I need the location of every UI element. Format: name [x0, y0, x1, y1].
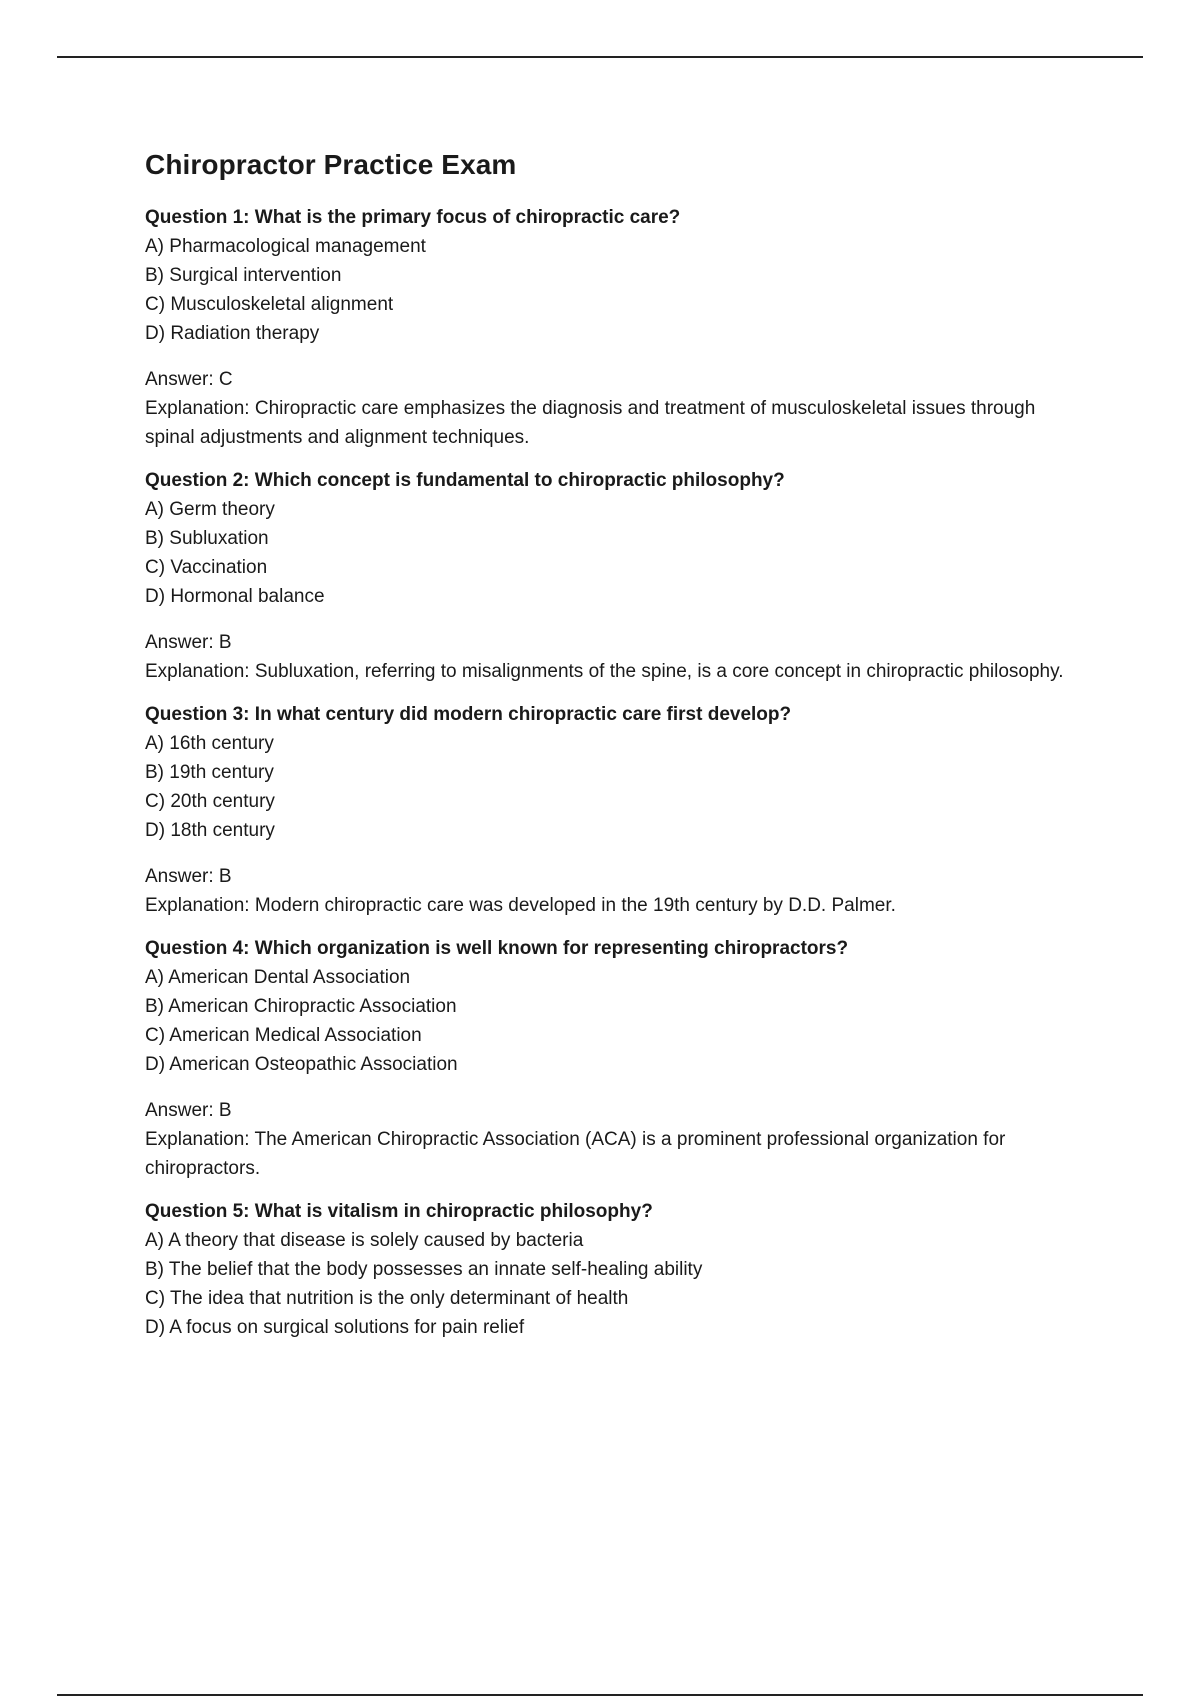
answer-option: D) 18th century: [145, 820, 275, 841]
question-text: Question 2: Which concept is fundamental to chiropractic philosophy?: [145, 470, 785, 491]
answer-option: C) The idea that nutrition is the only determinant of health: [145, 1288, 629, 1309]
answer-option: B) American Chiropractic Association: [145, 996, 457, 1017]
bottom-divider: [57, 1694, 1143, 1696]
answer-option: B) Surgical intervention: [145, 265, 342, 286]
question-block: [145, 466, 1085, 686]
explanation-text: Explanation: Modern chiropractic care was developed in the 19th century by D.D. Palmer.: [145, 895, 896, 916]
answer-option: B) Subluxation: [145, 528, 269, 549]
explanation-text: Explanation: The American Chiropractic Association (ACA) is a prominent professional organization for chiropractors.: [145, 1129, 1006, 1179]
explanation-text: Explanation: Subluxation, referring to misalignments of the spine, is a core concept in chiropractic philosophy.: [145, 661, 1064, 682]
explanation-text: Explanation: Chiropractic care emphasizes the diagnosis and treatment of musculoskeletal issues through spinal adjustments and alignment techniques.: [145, 398, 1036, 448]
answer-option: A) A theory that disease is solely caused by bacteria: [145, 1230, 584, 1251]
answer-option: A) Pharmacological management: [145, 236, 426, 257]
answer-option: D) American Osteopathic Association: [145, 1054, 458, 1075]
answer-option: A) American Dental Association: [145, 967, 411, 988]
answer-option: B) 19th century: [145, 762, 274, 783]
answer-option: A) 16th century: [145, 733, 274, 754]
answer-key: Answer: B: [145, 866, 232, 887]
question-text: Question 4: Which organization is well known for representing chiropractors?: [145, 938, 849, 959]
answer-option: D) Hormonal balance: [145, 586, 325, 607]
page-title: Chiropractor Practice Exam: [145, 149, 517, 180]
question-text: Question 1: What is the primary focus of chiropractic care?: [145, 207, 681, 228]
answer-option: C) American Medical Association: [145, 1025, 422, 1046]
answer-option: A) Germ theory: [145, 499, 275, 520]
question-block: [145, 934, 1085, 1183]
question-block: [145, 700, 1085, 920]
top-divider: [57, 56, 1143, 58]
document-body: [145, 145, 1085, 1356]
question-text: Question 5: What is vitalism in chiropractic philosophy?: [145, 1201, 653, 1222]
answer-option: C) Vaccination: [145, 557, 268, 578]
answer-key: Answer: C: [145, 369, 233, 390]
answer-option: C) Musculoskeletal alignment: [145, 294, 394, 315]
question-block: [145, 203, 1085, 452]
answer-option: D) Radiation therapy: [145, 323, 320, 344]
answer-key: Answer: B: [145, 632, 232, 653]
question-text: Question 3: In what century did modern chiropractic care first develop?: [145, 704, 792, 725]
question-block: [145, 1197, 1085, 1342]
answer-option: D) A focus on surgical solutions for pain relief: [145, 1317, 525, 1338]
answer-key: Answer: B: [145, 1100, 232, 1121]
answer-option: B) The belief that the body possesses an innate self-healing ability: [145, 1259, 703, 1280]
answer-option: C) 20th century: [145, 791, 275, 812]
